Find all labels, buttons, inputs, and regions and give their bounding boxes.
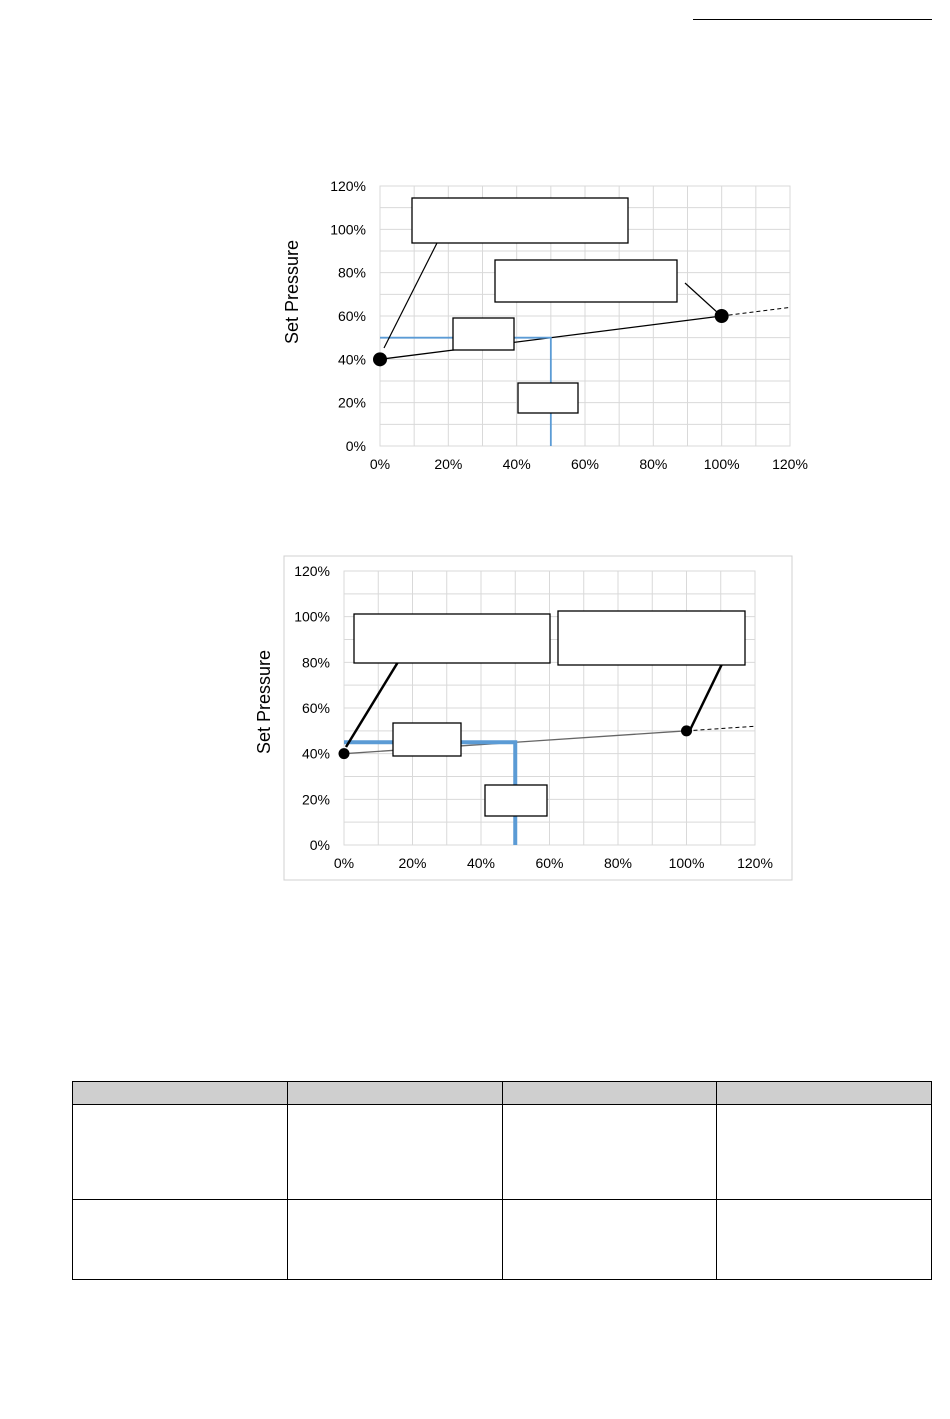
x-tick-label: 60% bbox=[535, 855, 564, 871]
y-tick-label: 120% bbox=[330, 178, 366, 194]
y-tick-label: 0% bbox=[309, 837, 330, 853]
y-axis-label: Set Pressure bbox=[282, 239, 302, 345]
y-tick-label: 20% bbox=[301, 791, 330, 808]
x-tick-label: 0% bbox=[333, 855, 355, 871]
x-tick-label: 0% bbox=[369, 456, 391, 472]
table-cell bbox=[502, 1105, 717, 1200]
x-tick-label: 80% bbox=[639, 456, 668, 472]
callout-box bbox=[558, 611, 745, 665]
table-cell bbox=[717, 1199, 932, 1279]
table-header-cell bbox=[502, 1082, 717, 1105]
y-tick-label: 60% bbox=[301, 700, 330, 716]
y-tick-label: 120% bbox=[294, 563, 330, 579]
table-cell bbox=[502, 1199, 717, 1279]
x-tick-label: 20% bbox=[434, 456, 463, 472]
x-tick-label: 80% bbox=[603, 855, 633, 871]
x-tick-label: 100% bbox=[703, 456, 740, 472]
table-cell bbox=[287, 1199, 502, 1279]
y-tick-label: 40% bbox=[301, 745, 330, 762]
y-tick-label: 60% bbox=[337, 308, 366, 324]
y-tick-label: 100% bbox=[294, 608, 330, 625]
table-header-row bbox=[73, 1082, 932, 1105]
table-row bbox=[73, 1105, 932, 1200]
table-cell bbox=[287, 1105, 502, 1200]
x-tick-label: 40% bbox=[502, 456, 531, 472]
x-tick-label: 40% bbox=[466, 855, 496, 871]
y-tick-label: 80% bbox=[337, 264, 366, 281]
data-table bbox=[72, 1081, 932, 1280]
x-tick-label: 20% bbox=[398, 855, 427, 871]
callout-box bbox=[354, 614, 550, 663]
table-header-cell bbox=[73, 1082, 288, 1105]
endpoint-marker bbox=[339, 748, 350, 759]
callout-box bbox=[393, 723, 461, 756]
table-header-cell bbox=[287, 1082, 502, 1105]
y-tick-label: 20% bbox=[337, 394, 366, 411]
table-row bbox=[73, 1199, 932, 1279]
y-tick-label: 80% bbox=[301, 654, 330, 671]
table-cell bbox=[73, 1199, 288, 1279]
callout-box bbox=[485, 785, 547, 816]
y-axis-label: Set Pressure bbox=[254, 649, 274, 755]
y-tick-label: 100% bbox=[330, 221, 366, 238]
table-cell bbox=[73, 1105, 288, 1200]
x-tick-label: 100% bbox=[668, 855, 705, 871]
x-tick-label: 120% bbox=[737, 855, 773, 871]
table-header-cell bbox=[717, 1082, 932, 1105]
x-tick-label: 60% bbox=[570, 456, 600, 472]
x-tick-label: 120% bbox=[772, 456, 808, 472]
y-tick-label: 0% bbox=[345, 438, 366, 454]
table-cell bbox=[717, 1105, 932, 1200]
y-tick-label: 40% bbox=[337, 351, 366, 368]
